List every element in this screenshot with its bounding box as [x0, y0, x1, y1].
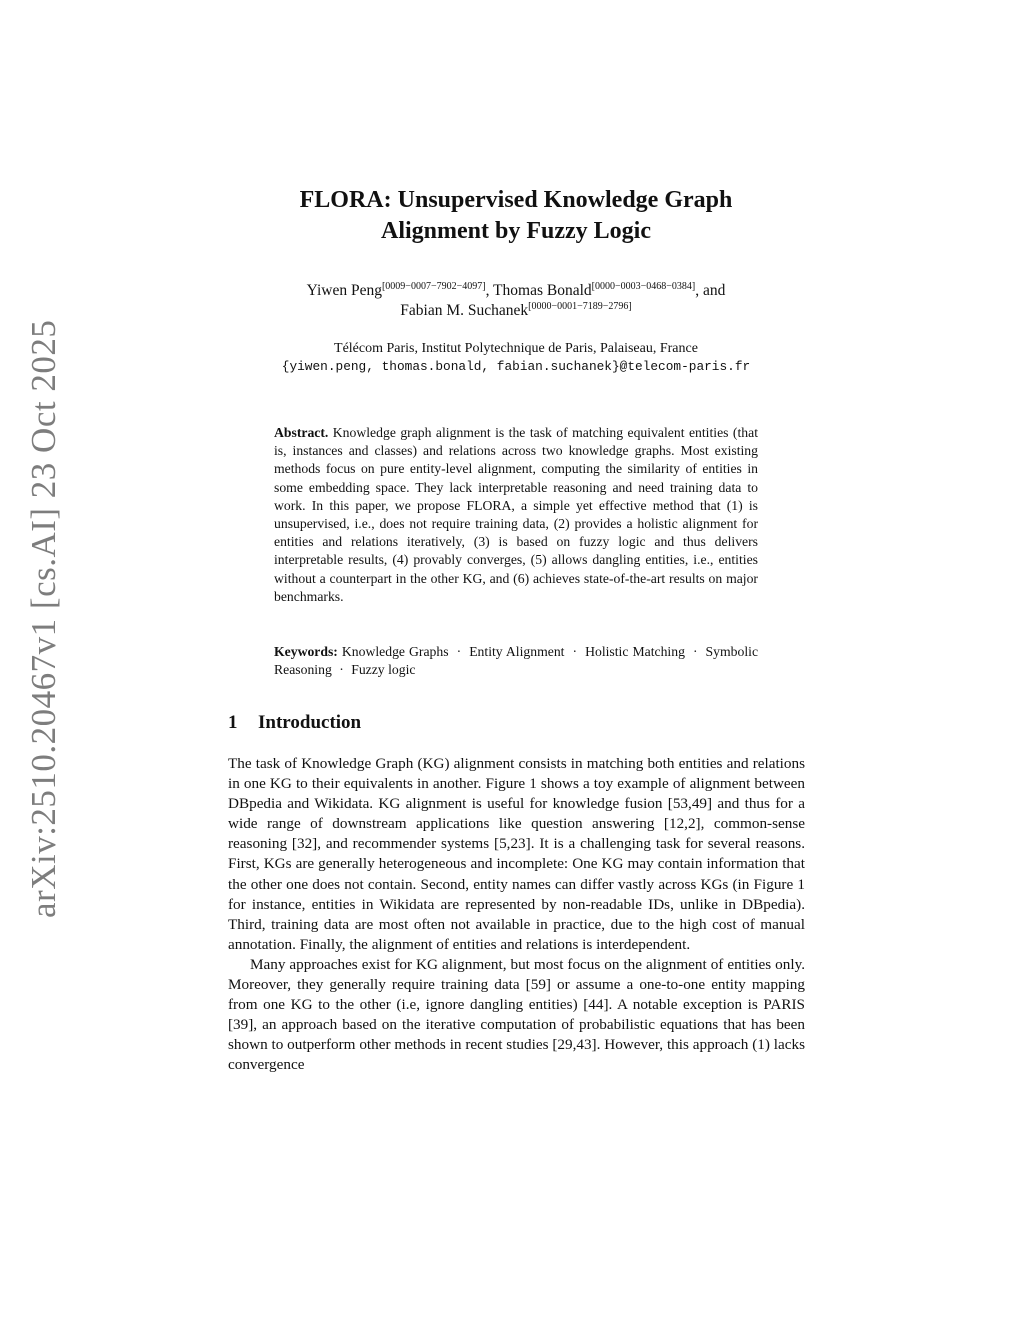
title-line-2: Alignment by Fuzzy Logic	[381, 218, 651, 244]
keyword-item: Fuzzy logic	[351, 662, 416, 678]
keyword-item: Holistic Matching	[585, 644, 685, 659]
keywords	[274, 643, 758, 679]
author-name: Yiwen Peng	[306, 282, 382, 299]
paragraph: The task of Knowledge Graph (KG) alignment consists in matching both entities and relations in one KG to their equivalents in another. Figure 1 shows a toy example of alignment between DBpedia and Wikidata. KG alignment is useful for knowledge fusion [53,49] and thus for a wide range of downstream applications like question answering [12,2], common-sense reasoning [32], and recommender systems [5,23]. It is a challenging task for several reasons. First, KGs are generally heterogeneous and incomplete: One KG may contain information that the other one does not contain. Second, entity names can differ vastly across KGs (in Figure 1 for instance, entities in Wikidata are represented by non-readable IDs, unlike in DBpedia). Third, training data are most often not available in practice, due to the high cost of manual annotation. Finally, the alignment of entities and relations is interdependent.	[228, 755, 805, 953]
paper-title	[200, 185, 832, 247]
author-list	[200, 281, 832, 321]
keyword-separator: ·	[456, 644, 462, 659]
author-emails[interactable]: {yiwen.peng, thomas.bonald, fabian.suchanek}@telecom-paris.fr	[281, 359, 751, 374]
keyword-item: Knowledge Graphs	[341, 644, 449, 659]
arxiv-identifier-stamp[interactable]: arXiv:2510.20467v1 [cs.AI] 23 Oct 2025	[24, 319, 63, 918]
keyword-item: Entity Alignment	[469, 644, 565, 659]
title-line-1: FLORA: Unsupervised Knowledge Graph	[299, 187, 733, 213]
affiliation: Télécom Paris, Institut Polytechnique de Paris, Palaiseau, France	[334, 341, 698, 356]
abstract-text: Knowledge graph alignment is the task of matching equivalent entities (that is, instances and classes) and relations across two knowledge graphs. Most existing methods focus on pure entity-level alignment, computing the similarity of entities in some embedding space. They lack interpretable reasoning and need training data to work. In this paper, we propose FLORA, a simple yet effective method that (1) is unsupervised, i.e., does not require training data, (2) provides a holistic alignment for entities and relations iteratively, (3) is based on fuzzy logic and thus delivers interpretable results, (4) provably converges, (5) allows dangling entities, i.e., entities without a counterpart in the other KG, and (6) achieves state-of-the-art results on major benchmarks.	[274, 425, 759, 604]
author-name: Thomas Bonald	[493, 282, 592, 299]
author-orcid[interactable]: [0009−0007−7902−4097]	[381, 281, 486, 292]
author-separator: ,	[485, 282, 494, 299]
section-number: 1	[228, 712, 238, 733]
author-line-1	[200, 281, 832, 301]
section-heading-introduction	[228, 711, 361, 735]
introduction-body	[228, 754, 805, 1076]
paragraph: Many approaches exist for KG alignment, but most focus on the alignment of entities only. Moreover, they generally require training data [59] or assume a one-to-one entity mapping from one KG to the other (i.e, ignore dangling entities) [44]. A notable exception is PARIS [39], an approach based on the iterative computation of probabilistic equations that has been shown to outperform other methods in recent studies [29,43]. However, this approach (1) lacks convergence	[228, 955, 805, 1074]
keyword-separator: ·	[572, 644, 578, 659]
author-orcid[interactable]: [0000−0001−7189−2796]	[528, 301, 632, 312]
keywords-label: Keywords:	[274, 644, 338, 659]
abstract-label: Abstract.	[274, 425, 329, 440]
author-line-2	[200, 301, 832, 321]
keyword-item: Symbolic Reasoning	[274, 644, 759, 678]
abstract	[274, 424, 758, 606]
section-title: Introduction	[258, 712, 362, 733]
author-separator: , and	[695, 282, 726, 299]
author-name: Fabian M. Suchanek	[400, 302, 529, 319]
author-orcid[interactable]: [0000−0003−0468−0384]	[591, 281, 696, 292]
keyword-separator: ·	[692, 644, 698, 659]
affiliation-block	[200, 340, 832, 376]
keyword-separator: ·	[339, 662, 344, 678]
